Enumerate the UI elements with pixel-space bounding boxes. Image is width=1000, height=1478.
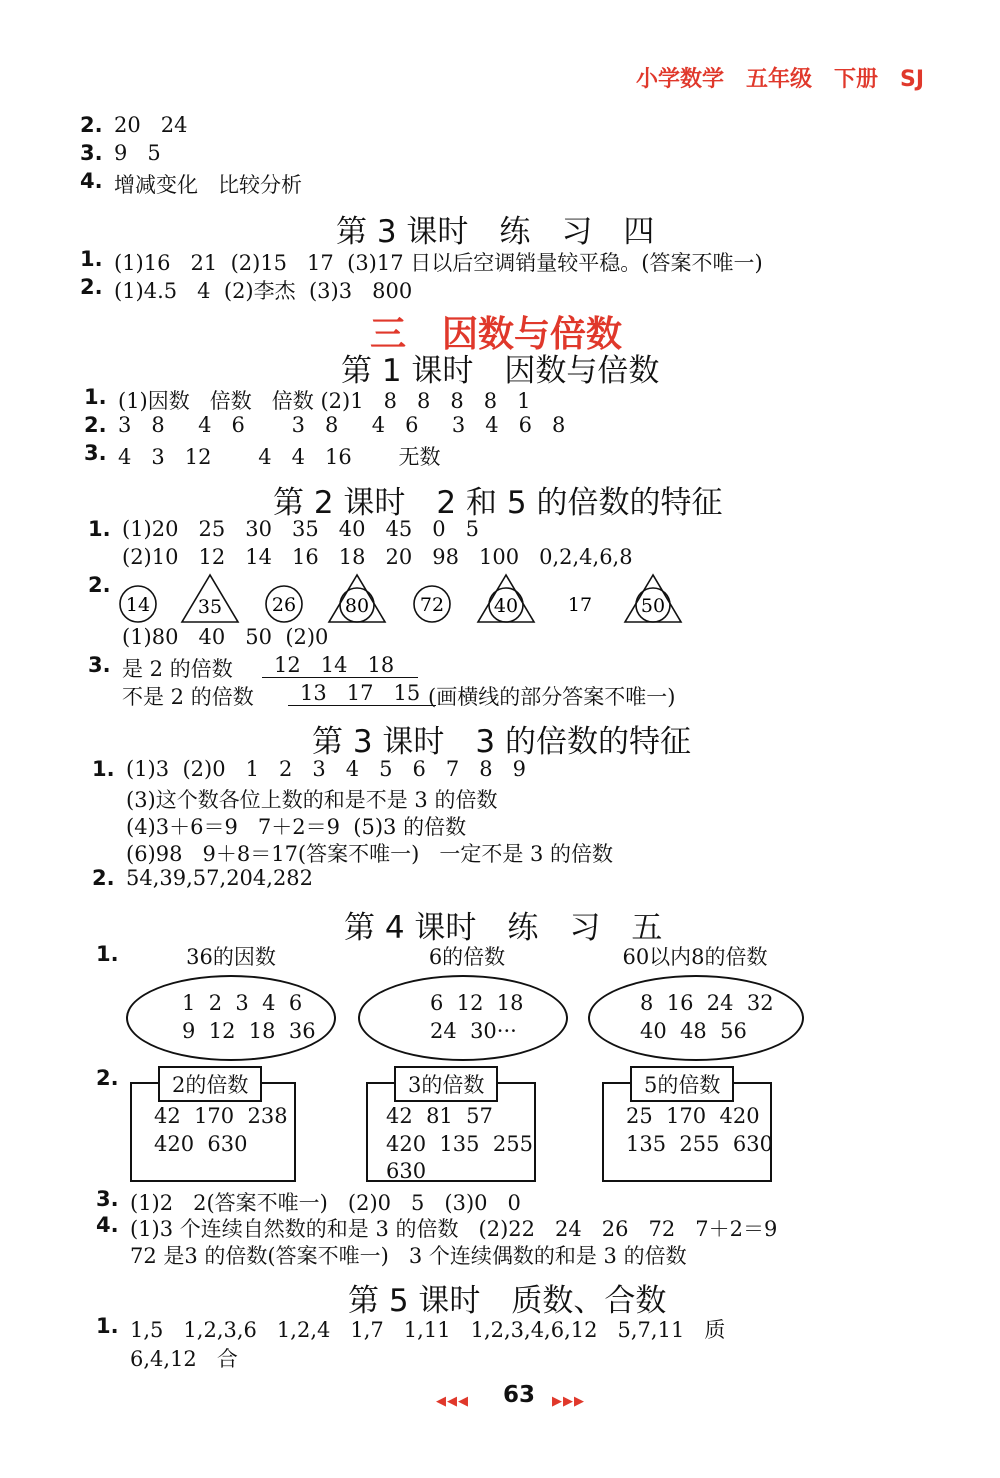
answer-text: 20 24: [114, 113, 188, 137]
set-values: 6 12 18: [430, 991, 524, 1015]
item-number: 3.: [96, 1187, 119, 1211]
set-values: 9 12 18 36: [182, 1019, 316, 1043]
item-number: 1.: [80, 247, 103, 271]
answer-note: (画横线的部分答案不唯一): [428, 685, 676, 709]
answer-text: 54,39,57,204,282: [126, 866, 314, 890]
answer-text: (1)20 25 30 35 40 45 0 5: [122, 517, 479, 541]
item-number: 2.: [96, 1066, 119, 1090]
plain-number: 17: [567, 594, 593, 616]
answer-text: (6)98 9＋8＝17(答案不唯一) 一定不是 3 的倍数: [126, 842, 614, 866]
item-number: 3.: [88, 653, 111, 677]
answer-text: 1,5 1,2,3,6 1,2,4 1,7 1,11 1,2,3,4,6,12 5,7,11 质: [130, 1318, 726, 1342]
answer-text: 增减变化 比较分析: [114, 173, 303, 197]
both-number: 50: [640, 595, 666, 617]
item-number: 4.: [80, 169, 103, 193]
item-number: 2.: [84, 413, 107, 437]
set-values: 1 2 3 4 6: [182, 991, 303, 1015]
lesson-title: 第 5 课时 质数、合数: [348, 1283, 667, 1319]
set-label: 36的因数: [186, 945, 276, 969]
box-values: 42 170 238: [154, 1104, 288, 1128]
triangle-number: 35: [197, 596, 223, 618]
set-oval: [588, 975, 804, 1061]
circle-number: 14: [125, 594, 151, 616]
item-number: 4.: [96, 1213, 119, 1237]
answer-text: 9 5: [114, 141, 161, 165]
set-label: 60以内8的倍数: [622, 945, 768, 969]
answer-text: (1)2 2(答案不唯一) (2)0 5 (3)0 0: [130, 1191, 521, 1215]
answer-text: (3)这个数各位上数的和是不是 3 的倍数: [126, 788, 498, 812]
both-number: 40: [493, 595, 519, 617]
box-values: 25 170 420: [626, 1104, 760, 1128]
set-box: [602, 1073, 773, 1182]
answer-text: 72 是3 的倍数(答案不唯一) 3 个连续偶数的和是 3 的倍数: [130, 1244, 687, 1268]
item-number: 1.: [96, 942, 119, 966]
item-number: 3.: [80, 141, 103, 165]
answer-text: 6,4,12 合: [130, 1347, 238, 1371]
lesson-title: 第 3 课时 练 习 四: [336, 214, 655, 250]
item-number: 1.: [88, 517, 111, 541]
answer-text: (1)80 40 50 (2)0: [122, 625, 329, 649]
answer-text: (1)3 (2)0 1 2 3 4 5 6 7 8 9: [126, 757, 527, 781]
box-label: 2的倍数: [158, 1066, 262, 1102]
answer-text: (1)3 个连续自然数的和是 3 的倍数 (2)22 24 26 72 7＋2＝9: [130, 1217, 778, 1241]
answer-text: (1)因数 倍数 倍数 (2)1 8 8 8 8 1: [118, 389, 531, 413]
box-values: 420 135 255: [386, 1132, 533, 1156]
lesson-title: 第 1 课时 因数与倍数: [341, 353, 660, 389]
item-number: 1.: [92, 757, 115, 781]
box-label: 5的倍数: [630, 1066, 734, 1102]
item-number: 2.: [88, 573, 111, 597]
lesson-title: 第 2 课时 2 和 5 的倍数的特征: [273, 485, 723, 521]
set-values: 40 48 56: [640, 1019, 747, 1043]
answer-text: (4)3＋6＝9 7＋2＝9 (5)3 的倍数: [126, 815, 467, 839]
circle-number: 26: [271, 594, 297, 616]
arrows-right-icon: ▶▶▶: [552, 1394, 585, 1409]
lesson-title: 第 4 课时 练 习 五: [344, 910, 663, 946]
box-values: 630: [386, 1159, 427, 1183]
circle-number: 72: [419, 594, 445, 616]
number-shapes: [110, 572, 700, 632]
underlined-answer: 12 14 18: [262, 653, 418, 678]
answer-text: (2)10 12 14 16 18 20 98 100 0,2,4,6,8: [122, 545, 633, 569]
box-label: 3的倍数: [394, 1066, 498, 1102]
item-number: 2.: [92, 866, 115, 890]
answer-text: (1)16 21 (2)15 17 (3)17 日以后空调销量较平稳。(答案不唯一): [114, 251, 763, 275]
item-number: 3.: [84, 441, 107, 465]
set-oval: [358, 975, 568, 1061]
answer-text: 不是 2 的倍数: [122, 685, 254, 709]
answer-text: 3 8 4 6 3 8 4 6 3 4 6 8: [118, 413, 566, 437]
unit-title: 三 因数与倍数: [370, 314, 623, 355]
box-values: 42 81 57: [386, 1104, 493, 1128]
item-number: 2.: [80, 275, 103, 299]
underlined-answer: 13 17 15: [288, 681, 436, 706]
set-box: [366, 1073, 536, 1183]
box-values: 135 255 630: [626, 1132, 773, 1156]
answer-text: (1)4.5 4 (2)李杰 (3)3 800: [114, 279, 413, 303]
set-box: [130, 1073, 296, 1182]
answer-text: 是 2 的倍数: [122, 657, 233, 681]
item-number: 1.: [84, 385, 107, 409]
both-number: 80: [344, 595, 370, 617]
set-values: 8 16 24 32: [640, 991, 774, 1015]
box-values: 420 630: [154, 1132, 248, 1156]
arrows-left-icon: ◀◀◀: [436, 1394, 469, 1409]
book-header: 小学数学 五年级 下册 SJ: [636, 67, 925, 92]
lesson-title: 第 3 课时 3 的倍数的特征: [312, 724, 692, 760]
item-number: 2.: [80, 113, 103, 137]
set-label: 6的倍数: [428, 945, 506, 969]
set-values: 24 30···: [430, 1019, 517, 1043]
answer-text: 4 3 12 4 4 16 无数: [118, 445, 441, 469]
item-number: 1.: [96, 1314, 119, 1338]
page-number: 63: [503, 1382, 536, 1408]
set-oval: [126, 975, 336, 1061]
